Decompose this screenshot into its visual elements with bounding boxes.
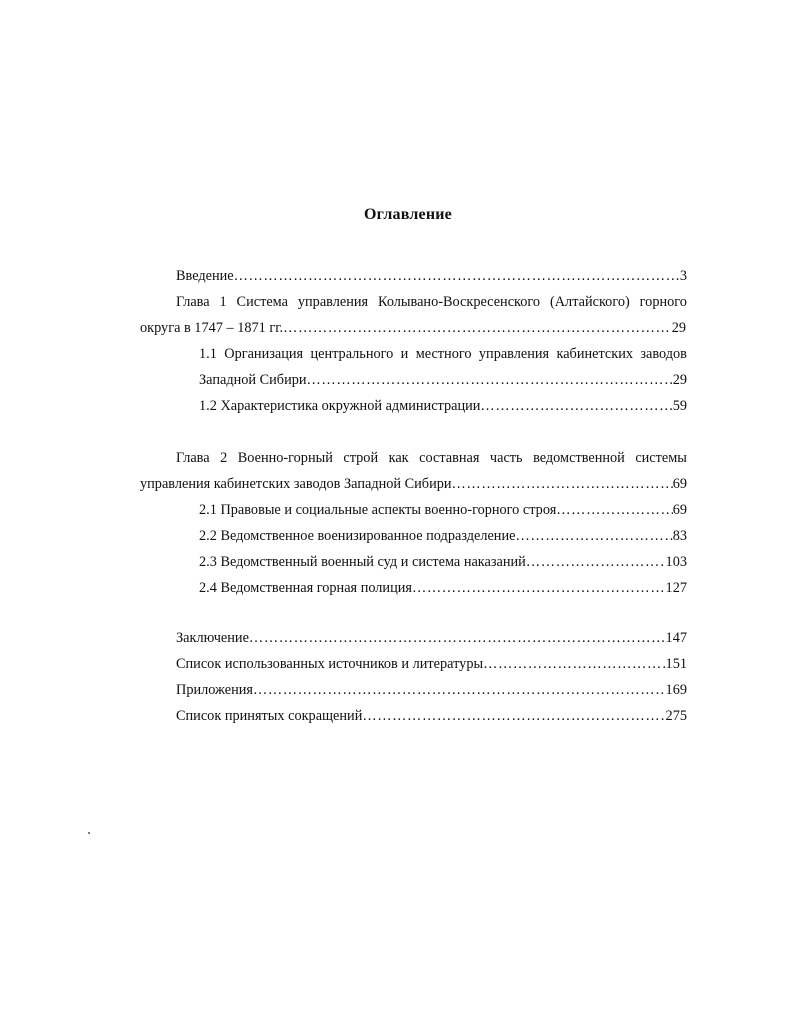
word: кабинетских <box>556 346 633 362</box>
dot-leader <box>234 266 680 286</box>
dot-leader <box>556 500 672 520</box>
word: как <box>388 450 409 466</box>
word: Колывано-Воскресенского <box>378 294 541 310</box>
toc-entry-text: 2.2 Ведомственное военизированное подразделение <box>199 528 516 544</box>
toc-page-number: 147 <box>665 630 687 646</box>
toc-entry-text: округа в 1747 – 1871 гг. <box>140 320 284 336</box>
toc-section-1-2 <box>199 396 687 416</box>
toc-page-number: 69 <box>672 502 687 518</box>
word: Военно-горный <box>237 450 333 466</box>
toc-entry-intro <box>176 266 687 286</box>
dot-leader <box>483 654 665 674</box>
toc-page-number: 29 <box>672 372 687 388</box>
toc-chapter-2-line-1 <box>176 448 687 468</box>
word: часть <box>489 450 523 466</box>
toc-entry-text: 2.4 Ведомственная горная полиция <box>199 580 412 596</box>
dot-leader <box>362 706 665 726</box>
word: и <box>400 346 409 362</box>
word: составная <box>419 450 480 466</box>
toc-section-1-1-line-1 <box>199 344 687 364</box>
toc-page-number: 59 <box>672 398 687 414</box>
word: Система <box>236 294 288 310</box>
toc-section-2-2 <box>199 526 687 546</box>
dot-leader <box>515 526 672 546</box>
scan-speck <box>88 832 90 834</box>
toc-entry-text: 2.3 Ведомственный военный суд и система наказаний <box>199 554 526 570</box>
toc-entry-sources <box>176 654 687 674</box>
word: 2 <box>220 450 228 466</box>
dot-leader <box>249 628 666 648</box>
word: 1 <box>219 294 227 310</box>
word: местного <box>415 346 472 362</box>
word: ведомственной <box>533 450 625 466</box>
toc-page-number: 169 <box>665 682 687 698</box>
dot-leader <box>253 680 666 700</box>
word: управления <box>297 294 369 310</box>
toc-entry-text: Список принятых сокращений <box>176 708 363 724</box>
toc-entry-appendix <box>176 680 687 700</box>
toc-entry-text: Западной Сибири <box>199 372 307 388</box>
toc-entry-conclusion <box>176 628 687 648</box>
toc-section-2-4 <box>199 578 687 598</box>
toc-page-number: 151 <box>665 656 687 672</box>
toc-chapter-1-line-1 <box>176 292 687 312</box>
word: Организация <box>224 346 304 362</box>
word: центрального <box>310 346 394 362</box>
toc-page-number: 29 <box>671 320 686 336</box>
toc-chapter-1-line-2 <box>140 318 686 338</box>
dot-leader <box>526 552 666 572</box>
toc-page-number: 83 <box>672 528 687 544</box>
word: системы <box>635 450 687 466</box>
dot-leader <box>307 370 673 390</box>
toc-section-2-3 <box>199 552 687 572</box>
dot-leader <box>283 318 672 338</box>
word: 1.1 <box>199 346 217 362</box>
toc-entry-text: 2.1 Правовые и социальные аспекты военно-горного строя <box>199 502 557 518</box>
toc-entry-text: Список использованных источников и литературы <box>176 656 484 672</box>
word: заводов <box>640 346 687 362</box>
toc-chapter-2-line-2 <box>140 474 687 494</box>
toc-entry-abbreviations <box>176 706 687 726</box>
toc-page-number: 69 <box>672 476 687 492</box>
toc-entry-text: Введение <box>176 268 234 284</box>
toc-section-1-1-line-2 <box>199 370 687 390</box>
toc-page-number: 275 <box>665 708 687 724</box>
word: Глава <box>176 294 210 310</box>
word: строй <box>343 450 379 466</box>
toc-page-number: 103 <box>665 554 687 570</box>
toc-page-number: 3 <box>679 268 687 284</box>
toc-entry-text: Заключение <box>176 630 249 646</box>
dot-leader <box>452 474 673 494</box>
word: горного <box>639 294 687 310</box>
word: Глава <box>176 450 210 466</box>
toc-section-2-1 <box>199 500 687 520</box>
toc-entry-text: управления кабинетских заводов Западной Сибири <box>140 476 452 492</box>
word: (Алтайского) <box>549 294 630 310</box>
word: управления <box>478 346 550 362</box>
dot-leader <box>412 578 666 598</box>
toc-page-number: 127 <box>665 580 687 596</box>
dot-leader <box>480 396 672 416</box>
toc-title: Оглавление <box>364 206 452 223</box>
toc-entry-text: Приложения <box>176 682 253 698</box>
toc-entry-text: 1.2 Характеристика окружной администрации <box>199 398 481 414</box>
